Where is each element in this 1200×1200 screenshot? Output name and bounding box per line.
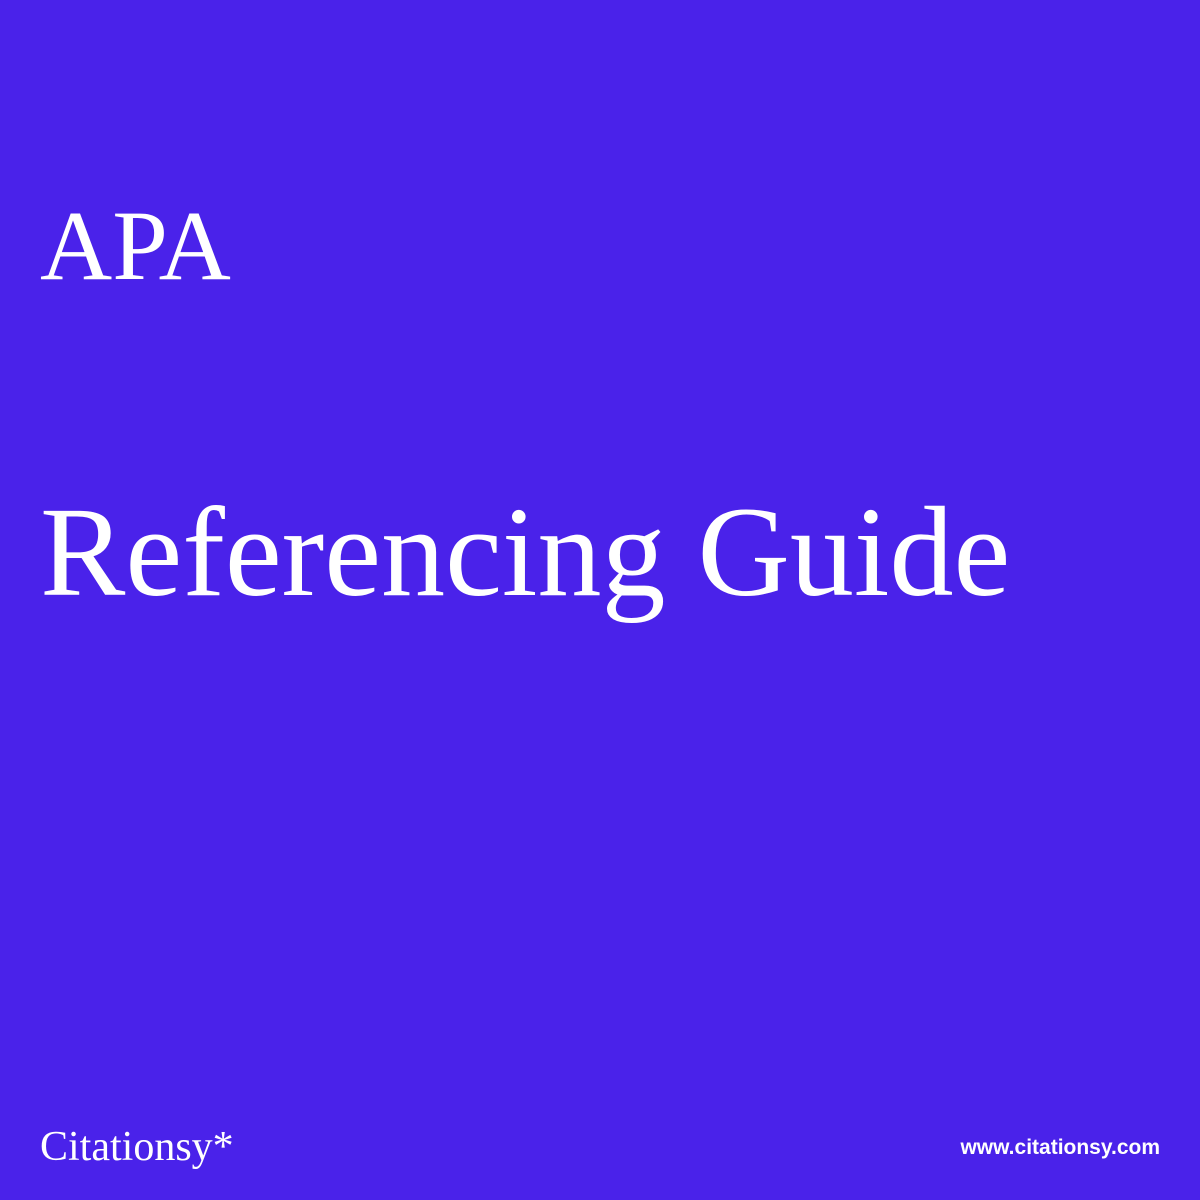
website-url: www.citationsy.com <box>960 1136 1160 1159</box>
title-block <box>40 190 1160 301</box>
citation-style-name: APA <box>40 190 231 301</box>
poster-footer <box>0 1080 1200 1200</box>
brand-wordmark: Citationsy* <box>40 1124 234 1170</box>
guide-title: Referencing Guide <box>40 481 1011 623</box>
